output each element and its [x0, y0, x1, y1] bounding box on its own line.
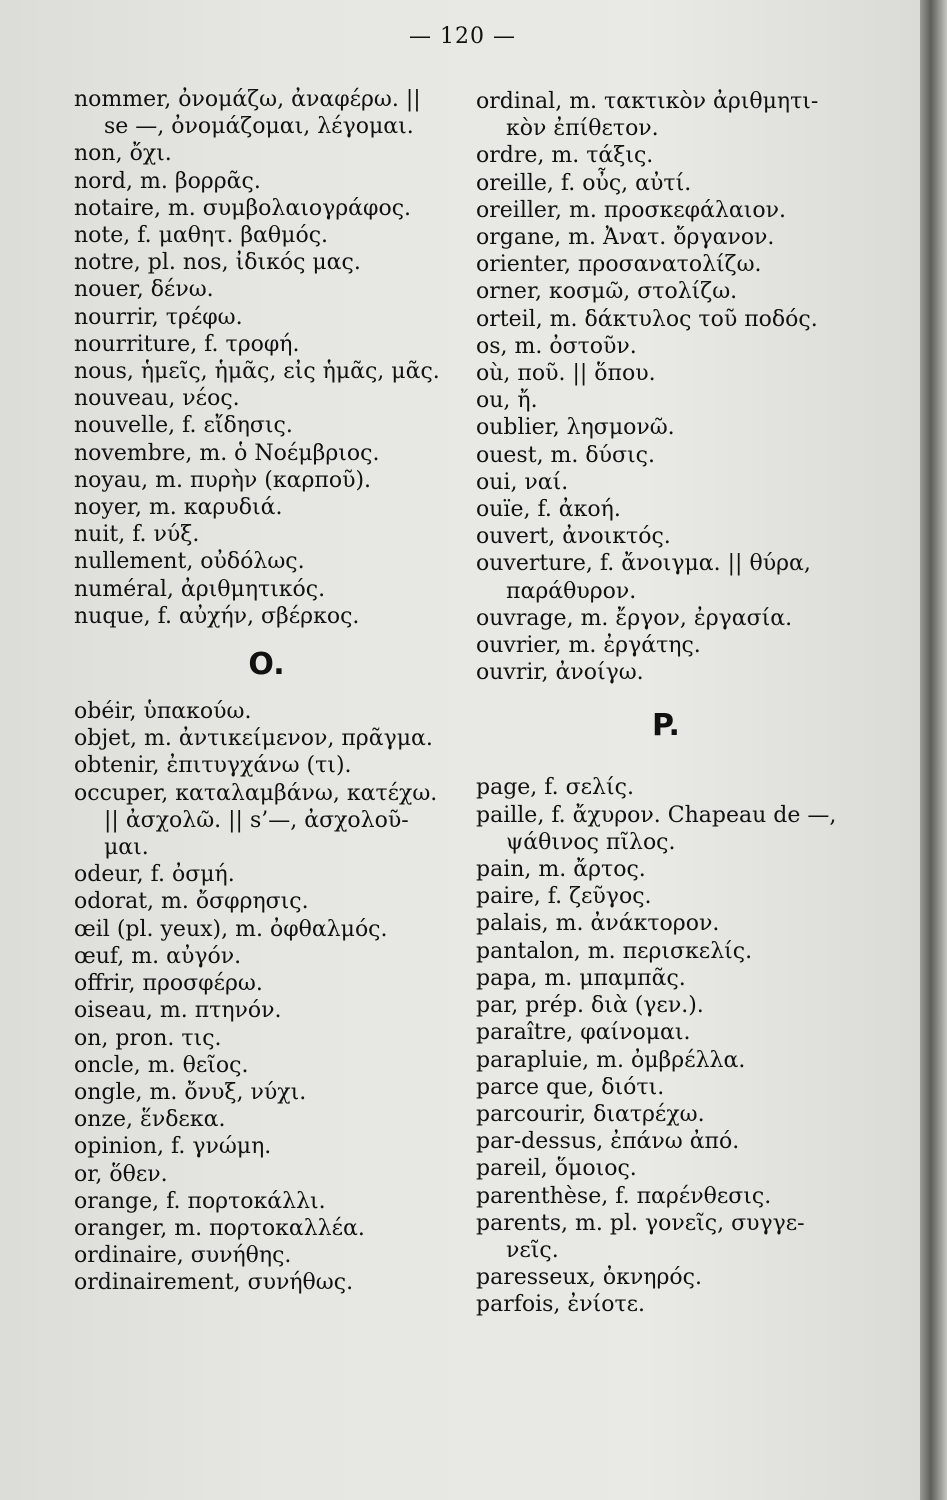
dictionary-entry: paire, f. ζεῦγος. [476, 884, 652, 910]
dictionary-entry: page, f. σελίς. [476, 775, 634, 801]
dictionary-entry-continuation: μαι. [104, 835, 149, 861]
dictionary-entry: orienter, προσανατολίζω. [476, 252, 762, 278]
dictionary-entry: nourriture, f. τροφή. [74, 331, 300, 357]
n-entries-list [74, 86, 459, 630]
dictionary-entry: palais, m. ἀνάκτορον. [476, 911, 720, 937]
dictionary-entry: nullement, οὐδόλως. [74, 549, 305, 575]
dictionary-entry-continuation: se —, ὀνομάζομαι, λέγομαι. [104, 114, 414, 140]
left-column [74, 86, 459, 1297]
dictionary-entry: nouveau, νέος. [74, 386, 240, 412]
o-entries-list [74, 698, 459, 1296]
dictionary-entry: note, f. μαθητ. βαθμός. [74, 223, 329, 249]
dictionary-entry: occuper, καταλαμβάνω, κατέχω. [74, 780, 438, 806]
dictionary-entry: pantalon, m. περισκελίς. [476, 938, 753, 964]
dictionary-entry-continuation: || ἀσχολῶ. || s’—, ἀσχολοῦ- [104, 807, 409, 833]
dictionary-entry: orner, κοσμῶ, στολίζω. [476, 279, 738, 305]
dictionary-entry: odorat, m. ὄσφρησις. [74, 889, 309, 915]
dictionary-entry: par, prép. διὰ (γεν.). [476, 993, 704, 1019]
dictionary-entry: noyer, m. καρυδιά. [74, 495, 283, 521]
page-number: — 120 — [409, 24, 516, 49]
dictionary-entry: opinion, f. γνώμη. [74, 1134, 272, 1160]
dictionary-entry: ordinairement, συνήθως. [74, 1270, 354, 1296]
dictionary-entry: organe, m. Ἀνατ. ὄργανον. [476, 225, 775, 251]
p-entries-list [476, 774, 856, 1318]
dictionary-entry: ouvert, ἀνοικτός. [476, 524, 671, 550]
dictionary-entry: odeur, f. ὀσμή. [74, 862, 235, 888]
dictionary-entry: objet, m. ἀντικείμενον, πρᾶγμα. [74, 726, 433, 752]
dictionary-entry: ouverture, f. ἄνοιγμα. || θύρα, [476, 551, 811, 577]
dictionary-entry: obéir, ὑπακούω. [74, 699, 252, 725]
dictionary-entry-continuation: κὸν ἐπίθετον. [506, 116, 659, 142]
dictionary-entry: ouvrier, m. ἐργάτης. [476, 633, 701, 659]
dictionary-entry: œuf, m. αὐγόν. [74, 943, 242, 969]
dictionary-entry: ouïe, f. ἀκοή. [476, 497, 621, 523]
dictionary-entry-continuation: παράθυρον. [506, 578, 637, 604]
dictionary-entry: ouest, m. δύσις. [476, 442, 655, 468]
dictionary-entry: ordinaire, συνήθης. [74, 1243, 292, 1269]
dictionary-entry: oncle, m. θεῖος. [74, 1052, 249, 1078]
dictionary-entry: parenthèse, f. παρένθεσις. [476, 1183, 772, 1209]
dictionary-entry: nord, m. βορρᾶς. [74, 168, 261, 194]
dictionary-entry: offrir, προσφέρω. [74, 971, 263, 997]
dictionary-entry: ou, ἤ. [476, 388, 538, 414]
dictionary-entry: nouer, δένω. [74, 277, 214, 303]
dictionary-entry: pareil, ὅμοιος. [476, 1156, 637, 1182]
dictionary-entry: nommer, ὀνομάζω, ἀναφέρω. || [74, 87, 421, 112]
dictionary-entry: onze, ἕνδεκα. [74, 1107, 226, 1133]
dictionary-entry: parce que, διότι. [476, 1074, 665, 1100]
page-edge [920, 0, 947, 1500]
dictionary-entry: oreille, f. οὖς, αὐτί. [476, 170, 692, 196]
dictionary-entry: où, ποῦ. || ὅπου. [476, 361, 656, 387]
dictionary-entry: par-dessus, ἐπάνω ἀπό. [476, 1129, 740, 1155]
section-letter-p: P. [652, 708, 680, 744]
dictionary-entry: nouvelle, f. εἴδησις. [74, 413, 293, 439]
dictionary-entry: paille, f. ἄχυρον. Chapeau de —, [476, 802, 837, 828]
section-letter-o: O. [248, 647, 285, 683]
dictionary-entry: or, ὅθεν. [74, 1161, 168, 1187]
dictionary-entry: noyau, m. πυρὴν (καρποῦ). [74, 467, 372, 493]
dictionary-entry: orteil, m. δάκτυλος τοῦ ποδός. [476, 306, 818, 332]
dictionary-entry: nuque, f. αὐχήν, σβέρκος. [74, 603, 360, 629]
dictionary-entry: oranger, m. πορτοκαλλέα. [74, 1215, 365, 1241]
dictionary-entry: ongle, m. ὄνυξ, νύχι. [74, 1079, 307, 1105]
dictionary-entry: pain, m. ἄρτος. [476, 857, 646, 883]
dictionary-entry: os, m. ὀστοῦν. [476, 333, 637, 359]
dictionary-entry: oublier, λησμονῶ. [476, 415, 675, 441]
right-column [476, 88, 856, 1319]
dictionary-entry: oiseau, m. πτηνόν. [74, 998, 282, 1024]
dictionary-entry: oui, ναί. [476, 469, 569, 495]
dictionary-entry: novembre, m. ὁ Νοέμβριος. [74, 440, 380, 466]
dictionary-entry: non, ὄχι. [74, 141, 172, 167]
dictionary-entry: parfois, ἐνίοτε. [476, 1292, 646, 1318]
dictionary-entry: papa, m. μπαμπᾶς. [476, 965, 686, 991]
dictionary-entry: nuit, f. νύξ. [74, 522, 200, 548]
dictionary-entry: notaire, m. συμβολαιογράφος. [74, 195, 412, 221]
dictionary-entry-continuation: ψάθινος πῖλος. [506, 829, 676, 855]
dictionary-entry: orange, f. πορτοκάλλι. [74, 1188, 326, 1214]
dictionary-entry: ouvrir, ἀνοίγω. [476, 660, 644, 686]
dictionary-entry: numéral, ἀριθμητικός. [74, 576, 326, 602]
dictionary-entry: nourrir, τρέφω. [74, 304, 243, 330]
dictionary-entry: parapluie, m. ὀμβρέλλα. [476, 1047, 746, 1073]
o-entries-list-continued [476, 88, 856, 686]
dictionary-entry: œil (pl. yeux), m. ὀφθαλμός. [74, 916, 388, 942]
dictionary-entry: nous, ἡμεῖς, ἡμᾶς, εἰς ἡμᾶς, μᾶς. [74, 359, 440, 385]
dictionary-entry: obtenir, ἐπιτυγχάνω (τι). [74, 753, 352, 779]
dictionary-entry: notre, pl. nos, ἰδικός μας. [74, 250, 361, 276]
dictionary-entry: ordinal, m. τακτικὸν ἀριθμητι- [476, 89, 819, 114]
dictionary-entry: parents, m. pl. γονεῖς, συγγε- [476, 1210, 805, 1236]
dictionary-entry: paraître, φαίνομαι. [476, 1020, 691, 1046]
dictionary-entry: on, pron. τις. [74, 1025, 222, 1051]
dictionary-entry: parcourir, διατρέχω. [476, 1101, 705, 1127]
dictionary-entry: paresseux, ὀκνηρός. [476, 1265, 702, 1291]
dictionary-entry-continuation: νεῖς. [506, 1237, 559, 1263]
dictionary-entry: ouvrage, m. ἔργον, ἐργασία. [476, 605, 793, 631]
dictionary-entry: ordre, m. τάξις. [476, 143, 654, 169]
dictionary-entry: oreiller, m. προσκεφάλαιον. [476, 197, 786, 223]
